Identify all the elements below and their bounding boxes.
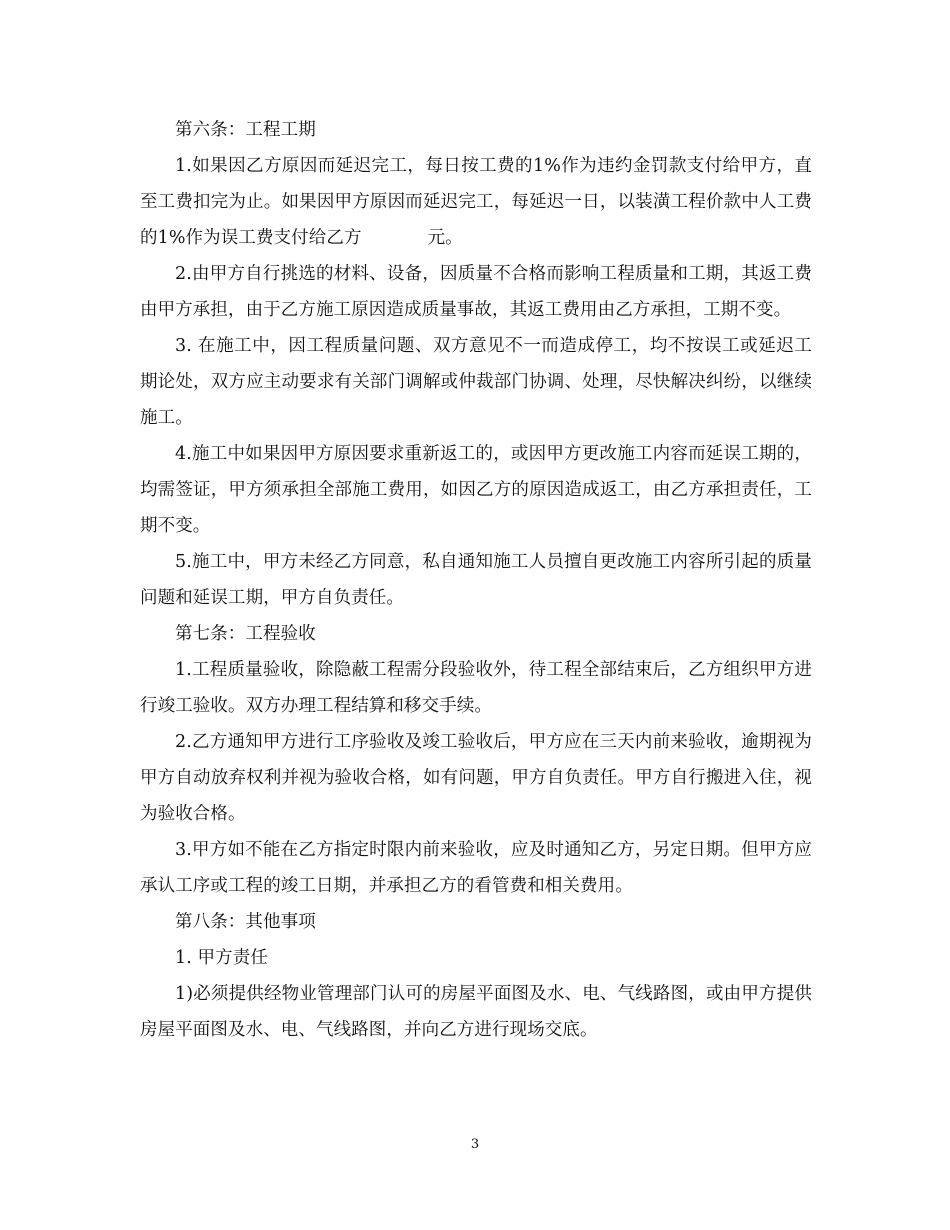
clause-8-heading: 第八条：其他事项 (175, 912, 316, 932)
clause-7-heading: 第七条：工程验收 (175, 624, 316, 644)
clause-6-heading: 第六条：工程工期 (175, 120, 316, 140)
clause-6-item-5: 5.施工中，甲方未经乙方同意，私自通知施工人员擅自更改施工内容所引起的质量问题和延误工期，甲方自负责任。 (140, 552, 812, 608)
clause-8-item-1-heading: 1. 甲方责任 (175, 948, 268, 968)
clause-6-item-1-text: 1.如果因乙方原因而延迟完工，每日按工费的1%作为违约金罚款支付给甲方，直至工费扣完为止。如果因甲方原因而延迟完工，每延迟一日，以装潢工程价款中人工费的1%作为误工费支付给乙方 (140, 156, 812, 248)
clause-6-item-1 (140, 148, 812, 256)
page-number: 3 (470, 1137, 480, 1152)
clause-6-item-1-tail: 元。 (427, 228, 463, 248)
clause-7-item-3: 3.甲方如不能在乙方指定时限内前来验收，应及时通知乙方，另定日期。但甲方应承认工序或工程的竣工日期，并承担乙方的看管费和相关费用。 (140, 840, 812, 896)
clause-7-item-2: 2.乙方通知甲方进行工序验收及竣工验收后，甲方应在三天内前来验收，逾期视为甲方自动放弃权利并视为验收合格，如有问题，甲方自负责任。甲方自行搬进入住，视为验收合格。 (140, 732, 812, 824)
clause-8-item-1-subitem-1: 1)必须提供经物业管理部门认可的房屋平面图及水、电、气线路图，或由甲方提供房屋平面图及水、电、气线路图，并向乙方进行现场交底。 (140, 984, 812, 1040)
document-body (140, 112, 812, 1048)
clause-7-item-1: 1.工程质量验收，除隐蔽工程需分段验收外，待工程全部结束后，乙方组织甲方进行竣工验收。双方办理工程结算和移交手续。 (140, 660, 812, 716)
clause-6-item-2: 2.由甲方自行挑选的材料、设备，因质量不合格而影响工程质量和工期，其返工费由甲方承担，由于乙方施工原因造成质量事故，其返工费用由乙方承担，工期不变。 (140, 264, 812, 320)
clause-6-item-3: 3. 在施工中，因工程质量问题、双方意见不一而造成停工，均不按误工或延迟工期论处，双方应主动要求有关部门调解或仲裁部门协调、处理，尽快解决纠纷，以继续施工。 (140, 336, 812, 428)
clause-6-item-4: 4.施工中如果因甲方原因要求重新返工的，或因甲方更改施工内容而延误工期的，均需签证，甲方须承担全部施工费用，如因乙方的原因造成返工，由乙方承担责任，工期不变。 (140, 444, 812, 536)
